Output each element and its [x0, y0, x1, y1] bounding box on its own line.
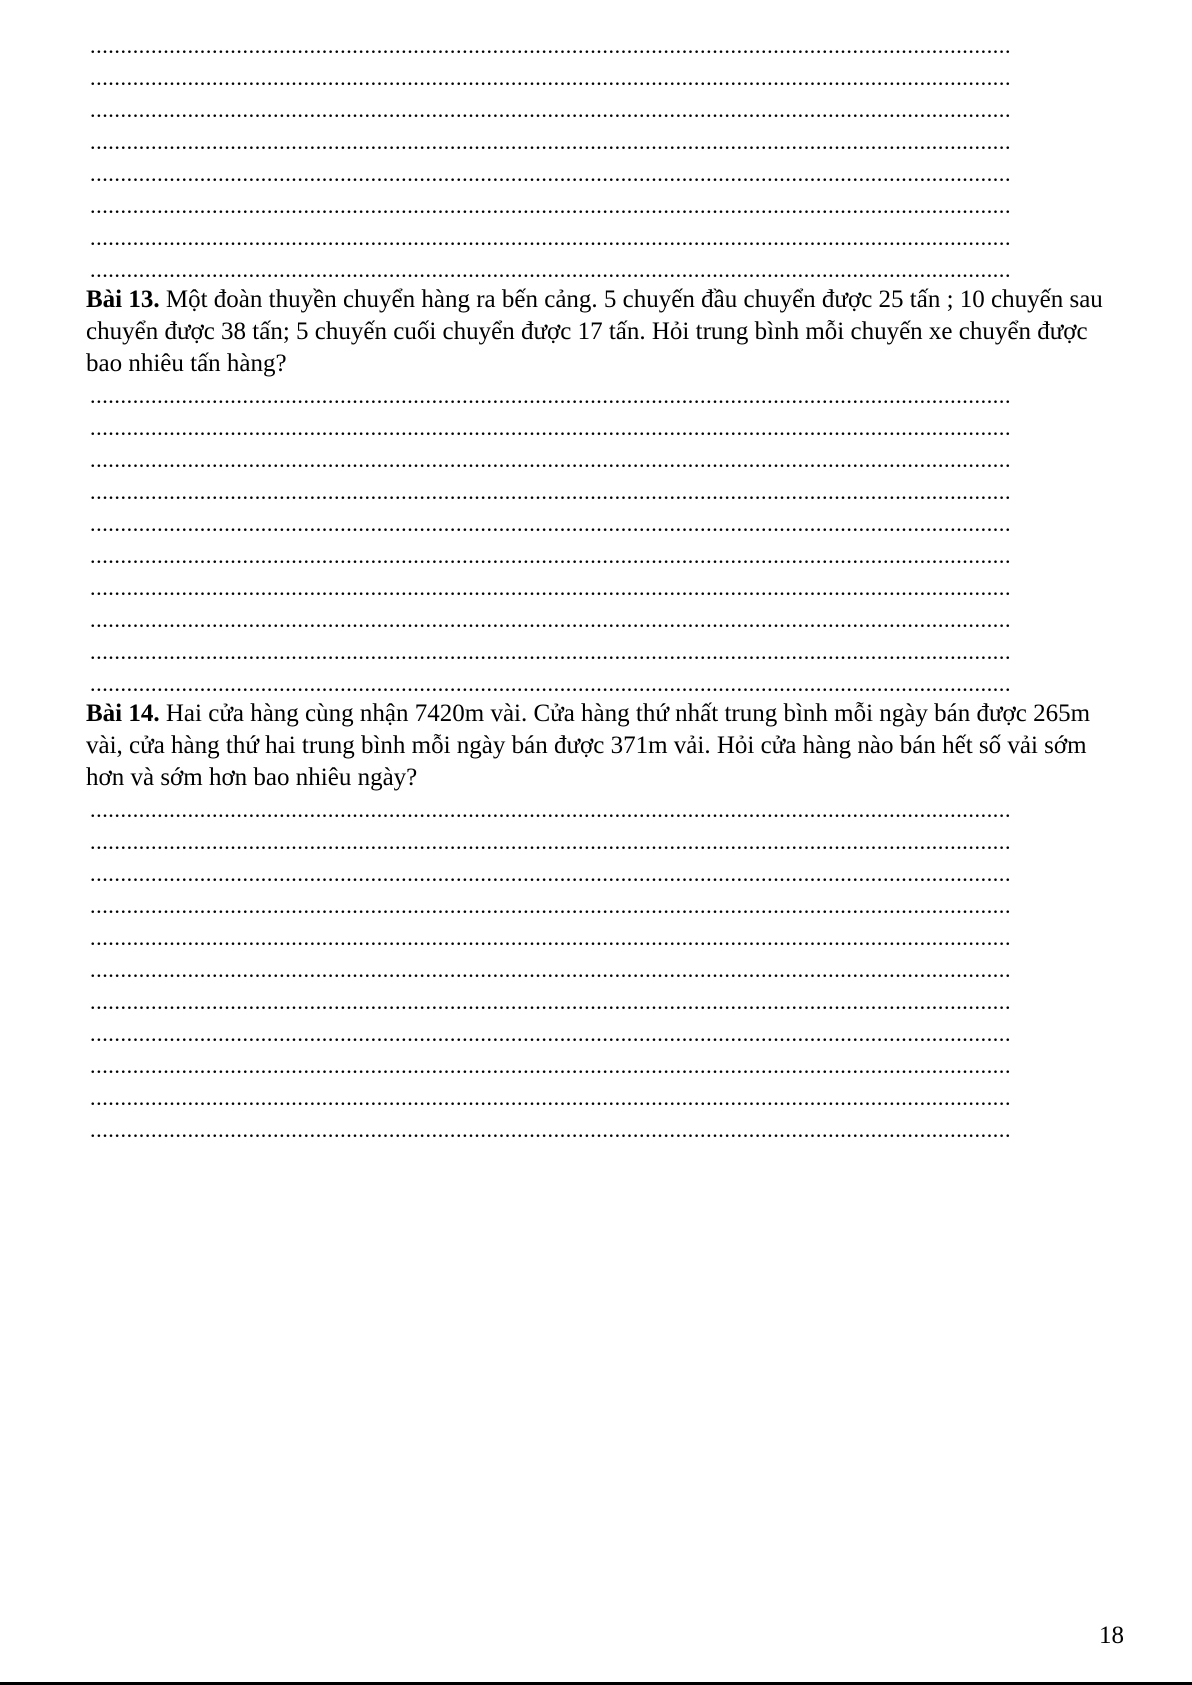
problem-text: Một đoàn thuyền chuyển hàng ra bến cảng. 5 chuyến đầu chuyển được 25 tấn ; 10 chuyến sau chuyển được 38 tấn; 5 chuyến cuối chuyển được 17 tấn. Hỏi trung bình mỗi chuyến xe chuyển được bao nhiêu tấn hàng?: [86, 286, 1103, 377]
answer-dotted-line: .......................................................................................................................................................: [90, 671, 1012, 696]
answer-dotted-line: .......................................................................................................................................................: [90, 797, 1012, 822]
answer-dotted-line: .......................................................................................................................................................: [90, 893, 1012, 918]
answer-dotted-line: .......................................................................................................................................................: [90, 383, 1012, 408]
answer-dotted-line: .......................................................................................................................................................: [90, 1117, 1012, 1142]
answer-dotted-line: .......................................................................................................................................................: [90, 543, 1012, 568]
answer-dotted-line: .......................................................................................................................................................: [90, 161, 1012, 186]
answer-dotted-line: .......................................................................................................................................................: [90, 925, 1012, 950]
answer-dotted-line: .......................................................................................................................................................: [90, 225, 1012, 250]
answer-dotted-line: .......................................................................................................................................................: [90, 829, 1012, 854]
answer-dotted-line: .......................................................................................................................................................: [90, 479, 1012, 504]
answer-dotted-line: .......................................................................................................................................................: [90, 65, 1012, 90]
answer-dotted-line: .......................................................................................................................................................: [90, 957, 1012, 982]
answer-lines-bai-14: [86, 794, 1110, 1146]
answer-dotted-line: .......................................................................................................................................................: [90, 1021, 1012, 1046]
problem-text: Hai cửa hàng cùng nhận 7420m vài. Cửa hàng thứ nhất trung bình mỗi ngày bán được 265m vài, cửa hàng thứ hai trung bình mỗi ngày bán được 371m vải. Hỏi cửa hàng nào bán hết số vải sớm hơn và sớm hơn bao nhiêu ngày?: [86, 700, 1091, 791]
answer-lines-top: [86, 30, 1110, 286]
page-number: 18: [1099, 1622, 1124, 1649]
answer-dotted-line: .......................................................................................................................................................: [90, 33, 1012, 58]
answer-dotted-line: .......................................................................................................................................................: [90, 129, 1012, 154]
answer-dotted-line: .......................................................................................................................................................: [90, 257, 1012, 282]
answer-dotted-line: .......................................................................................................................................................: [90, 511, 1012, 536]
problem-label: Bài 14.: [86, 700, 160, 727]
answer-dotted-line: .......................................................................................................................................................: [90, 575, 1012, 600]
answer-dotted-line: .......................................................................................................................................................: [90, 415, 1012, 440]
answer-dotted-line: .......................................................................................................................................................: [90, 1085, 1012, 1110]
answer-lines-bai-13: [86, 380, 1110, 700]
answer-dotted-line: .......................................................................................................................................................: [90, 447, 1012, 472]
problem-bai-14: [86, 698, 1110, 794]
answer-dotted-line: .......................................................................................................................................................: [90, 639, 1012, 664]
answer-dotted-line: .......................................................................................................................................................: [90, 1053, 1012, 1078]
problem-bai-13: [86, 284, 1110, 380]
answer-dotted-line: .......................................................................................................................................................: [90, 607, 1012, 632]
answer-dotted-line: .......................................................................................................................................................: [90, 861, 1012, 886]
problem-label: Bài 13.: [86, 286, 160, 313]
answer-dotted-line: .......................................................................................................................................................: [90, 97, 1012, 122]
answer-dotted-line: .......................................................................................................................................................: [90, 989, 1012, 1014]
page-content: [86, 30, 1110, 1146]
answer-dotted-line: .......................................................................................................................................................: [90, 193, 1012, 218]
